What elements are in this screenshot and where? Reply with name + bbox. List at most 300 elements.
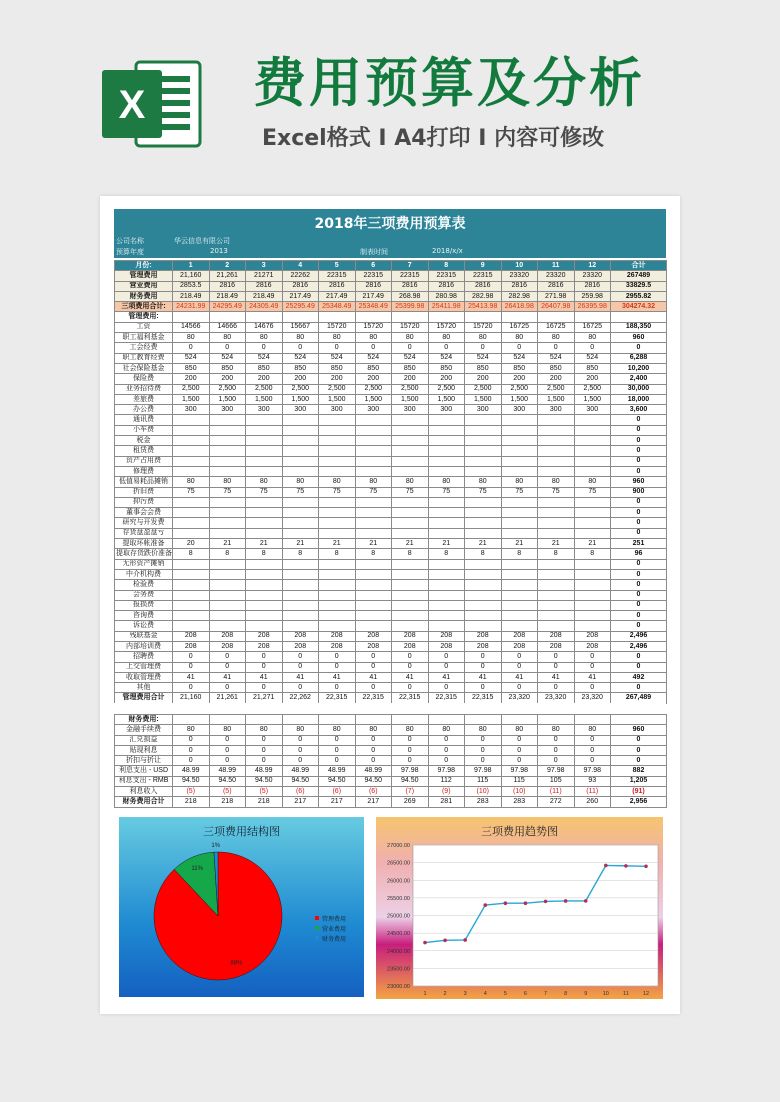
month-cell: 0: [173, 343, 210, 353]
month-cell: [538, 590, 575, 600]
empty-cell: [574, 312, 611, 322]
empty-cell: [319, 312, 356, 322]
table-row: [115, 497, 667, 507]
month-cell: 0: [319, 343, 356, 353]
month-cell: [319, 456, 356, 466]
month-cell: [465, 590, 502, 600]
month-cell: [246, 425, 283, 435]
month-cell: [574, 559, 611, 569]
month-cell: [246, 621, 283, 631]
month-cell: 15720: [355, 322, 392, 332]
row-label-cell: 会务费: [115, 590, 173, 600]
row-label-cell: 研究与开发费: [115, 518, 173, 528]
month-cell: 80: [282, 477, 319, 487]
empty-cell: [355, 715, 392, 725]
month-cell: 300: [538, 405, 575, 415]
company-label: 公司名称: [116, 237, 144, 245]
month-cell: 48.99: [209, 766, 246, 776]
month-cell: 94.50: [282, 776, 319, 786]
month-cell: [428, 446, 465, 456]
month-cell: 0: [355, 343, 392, 353]
line-chart: [376, 817, 663, 999]
month-cell: 80: [319, 477, 356, 487]
month-cell: 0: [392, 683, 429, 693]
month-cell: [282, 415, 319, 425]
month-cell: 22262: [282, 271, 319, 281]
month-cell: 41: [465, 672, 502, 682]
month-cell: 75: [501, 487, 538, 497]
month-cell: 200: [538, 374, 575, 384]
table-row: [115, 611, 667, 621]
month-cell: [282, 590, 319, 600]
total-cell: 18,000: [611, 394, 667, 404]
month-cell: 0: [246, 662, 283, 672]
month-cell: [173, 569, 210, 579]
date-label: 制表时间: [360, 248, 388, 256]
month-cell: 0: [428, 343, 465, 353]
x-tick-label: 6: [523, 991, 527, 997]
row-label-cell: 小车费: [115, 425, 173, 435]
month-cell: 0: [319, 745, 356, 755]
trend-point: [463, 938, 467, 942]
month-cell: 48.99: [173, 766, 210, 776]
logo-letter: X: [118, 83, 146, 127]
month-cell: 208: [319, 641, 356, 651]
month-cell: 0: [282, 756, 319, 766]
month-cell: 300: [392, 405, 429, 415]
x-tick-label: 7: [544, 991, 548, 997]
month-cell: 41: [282, 672, 319, 682]
month-cell: [574, 508, 611, 518]
month-cell: 200: [392, 374, 429, 384]
month-cell: 15720: [319, 322, 356, 332]
month-cell: [282, 528, 319, 538]
month-cell: [355, 446, 392, 456]
month-cell: 12: [574, 261, 611, 271]
month-cell: 0: [282, 745, 319, 755]
month-cell: [282, 466, 319, 476]
month-cell: 97.98: [392, 766, 429, 776]
table-row: [115, 600, 667, 610]
month-cell: [501, 580, 538, 590]
month-cell: 0: [501, 745, 538, 755]
month-cell: 217.49: [282, 291, 319, 301]
month-cell: 97.98: [538, 766, 575, 776]
month-cell: 80: [282, 725, 319, 735]
x-tick-label: 12: [642, 991, 650, 997]
row-label-cell: 提取坏帐准备: [115, 539, 173, 549]
month-cell: 80: [319, 333, 356, 343]
month-cell: 41: [574, 672, 611, 682]
month-cell: 208: [538, 631, 575, 641]
month-cell: [392, 611, 429, 621]
month-cell: [173, 600, 210, 610]
table-row: [115, 446, 667, 456]
month-cell: 23320: [538, 271, 575, 281]
month-cell: 80: [355, 725, 392, 735]
month-cell: 11: [538, 261, 575, 271]
month-cell: 271.98: [538, 291, 575, 301]
month-cell: 300: [209, 405, 246, 415]
total-cell: 960: [611, 477, 667, 487]
month-cell: [246, 518, 283, 528]
total-cell: 30,000: [611, 384, 667, 394]
month-cell: 80: [465, 725, 502, 735]
total-cell: 2955.82: [611, 291, 667, 301]
company-name: 华云信息有限公司: [174, 237, 230, 245]
total-cell: 267,489: [611, 693, 667, 703]
month-cell: [538, 415, 575, 425]
month-cell: 1,500: [282, 394, 319, 404]
table-row: [115, 322, 667, 332]
month-cell: 8: [282, 549, 319, 559]
month-cell: 200: [574, 374, 611, 384]
table-row: [115, 384, 667, 394]
month-cell: 9: [465, 261, 502, 271]
month-cell: 0: [501, 683, 538, 693]
legend-swatch: [315, 936, 319, 940]
excel-logo-icon: [100, 54, 204, 154]
month-cell: [355, 600, 392, 610]
total-cell: 188,350: [611, 322, 667, 332]
month-cell: [501, 621, 538, 631]
month-cell: 0: [428, 683, 465, 693]
section-label: 财务费用:: [115, 715, 173, 725]
month-cell: 80: [538, 725, 575, 735]
month-cell: [282, 497, 319, 507]
total-cell: 900: [611, 487, 667, 497]
month-cell: 282.98: [501, 291, 538, 301]
empty-cell: [574, 715, 611, 725]
month-cell: 0: [355, 756, 392, 766]
month-cell: 8: [465, 549, 502, 559]
table-row: [115, 477, 667, 487]
month-cell: 41: [392, 672, 429, 682]
month-cell: 200: [246, 374, 283, 384]
row-label-cell: 低值易耗品摊销: [115, 477, 173, 487]
total-cell: 0: [611, 436, 667, 446]
month-cell: 0: [209, 683, 246, 693]
month-cell: 80: [428, 725, 465, 735]
month-cell: 115: [465, 776, 502, 786]
month-cell: 850: [246, 363, 283, 373]
month-cell: 112: [428, 776, 465, 786]
month-cell: 0: [246, 735, 283, 745]
empty-cell: [611, 715, 667, 725]
month-cell: 93: [574, 776, 611, 786]
month-cell: 850: [465, 363, 502, 373]
month-cell: 2,500: [428, 384, 465, 394]
month-cell: 208: [465, 641, 502, 651]
total-cell: 2,496: [611, 641, 667, 651]
month-cell: 41: [209, 672, 246, 682]
month-cell: 25348.49: [319, 302, 356, 312]
trend-chart-title: 三项费用趋势图: [481, 825, 558, 838]
month-cell: 75: [465, 487, 502, 497]
month-cell: (5): [173, 787, 210, 797]
row-label-cell: 贴现利息: [115, 745, 173, 755]
month-cell: [392, 436, 429, 446]
x-tick-label: 10: [602, 991, 609, 997]
month-cell: 0: [355, 683, 392, 693]
month-cell: 1,500: [173, 394, 210, 404]
table-row: [115, 693, 667, 703]
month-cell: 5: [319, 261, 356, 271]
month-cell: [465, 425, 502, 435]
month-cell: 115: [501, 776, 538, 786]
month-cell: [173, 497, 210, 507]
month-cell: 0: [355, 652, 392, 662]
total-cell: 251: [611, 539, 667, 549]
month-cell: 23320: [501, 271, 538, 281]
table-row: [115, 745, 667, 755]
month-cell: 0: [246, 652, 283, 662]
empty-cell: [428, 715, 465, 725]
month-cell: [173, 590, 210, 600]
empty-cell: [209, 312, 246, 322]
month-cell: 0: [428, 756, 465, 766]
month-cell: [246, 436, 283, 446]
month-cell: 80: [246, 477, 283, 487]
month-cell: 94.50: [246, 776, 283, 786]
month-cell: [209, 415, 246, 425]
month-cell: 0: [282, 662, 319, 672]
month-cell: 75: [173, 487, 210, 497]
month-cell: 208: [209, 641, 246, 651]
empty-cell: [319, 715, 356, 725]
empty-cell: [428, 312, 465, 322]
legend-label: 营业费用: [322, 927, 347, 933]
month-cell: [428, 508, 465, 518]
month-cell: 0: [319, 735, 356, 745]
month-cell: 208: [538, 641, 575, 651]
month-cell: 21: [574, 539, 611, 549]
month-cell: (5): [246, 787, 283, 797]
month-cell: 25411.98: [428, 302, 465, 312]
month-cell: 524: [428, 353, 465, 363]
month-cell: 2,500: [319, 384, 356, 394]
table-row: [115, 528, 667, 538]
month-cell: [209, 425, 246, 435]
row-label-cell: 保险费: [115, 374, 173, 384]
month-cell: [173, 508, 210, 518]
row-label-cell: 收取管理费: [115, 672, 173, 682]
month-cell: 0: [465, 652, 502, 662]
month-cell: 0: [465, 756, 502, 766]
month-cell: [173, 580, 210, 590]
month-cell: 1,500: [501, 394, 538, 404]
row-label-cell: 无形资产摊销: [115, 559, 173, 569]
month-cell: 208: [282, 641, 319, 651]
month-cell: (7): [392, 787, 429, 797]
month-cell: 218.49: [209, 291, 246, 301]
month-cell: [501, 415, 538, 425]
month-cell: 80: [501, 477, 538, 487]
section-row: [115, 312, 667, 322]
month-cell: 0: [209, 735, 246, 745]
month-cell: 218.49: [173, 291, 210, 301]
month-cell: 75: [392, 487, 429, 497]
month-cell: 22,315: [355, 693, 392, 703]
table-row: [115, 518, 667, 528]
empty-cell: [392, 312, 429, 322]
month-cell: 23320: [574, 271, 611, 281]
row-label-cell: 招聘费: [115, 652, 173, 662]
month-cell: [538, 611, 575, 621]
month-cell: [428, 518, 465, 528]
month-cell: (6): [355, 787, 392, 797]
month-cell: [501, 466, 538, 476]
month-cell: 21: [465, 539, 502, 549]
month-cell: 0: [282, 735, 319, 745]
month-cell: [538, 466, 575, 476]
month-cell: [538, 497, 575, 507]
empty-cell: [538, 312, 575, 322]
table-gap: [114, 703, 666, 714]
row-label-cell: 资产占用费: [115, 456, 173, 466]
month-cell: 41: [173, 672, 210, 682]
month-cell: [173, 621, 210, 631]
table-row: [115, 797, 667, 807]
month-cell: [209, 569, 246, 579]
month-cell: 8: [209, 549, 246, 559]
total-cell: 0: [611, 756, 667, 766]
month-cell: [465, 415, 502, 425]
month-cell: 524: [209, 353, 246, 363]
month-cell: 300: [319, 405, 356, 415]
table-row: [115, 776, 667, 786]
month-cell: 22,315: [392, 693, 429, 703]
month-cell: [319, 436, 356, 446]
month-cell: 217.49: [355, 291, 392, 301]
month-cell: [246, 528, 283, 538]
month-cell: 850: [574, 363, 611, 373]
month-cell: [574, 590, 611, 600]
month-cell: 208: [209, 631, 246, 641]
month-cell: 8: [355, 549, 392, 559]
month-cell: [282, 611, 319, 621]
trend-point: [443, 939, 447, 943]
month-cell: 48.99: [319, 766, 356, 776]
empty-cell: [246, 715, 283, 725]
month-cell: 80: [246, 725, 283, 735]
month-cell: 21,160: [173, 693, 210, 703]
month-cell: [209, 600, 246, 610]
month-cell: 21: [282, 539, 319, 549]
total-cell: (91): [611, 787, 667, 797]
trend-chart-panel: [376, 817, 663, 999]
month-cell: [355, 497, 392, 507]
month-cell: [355, 559, 392, 569]
table-row: [115, 261, 667, 271]
month-cell: (10): [501, 787, 538, 797]
month-cell: 2816: [428, 281, 465, 291]
month-cell: 26407.98: [538, 302, 575, 312]
month-cell: [282, 446, 319, 456]
month-cell: 0: [538, 683, 575, 693]
month-cell: [282, 436, 319, 446]
month-cell: [355, 518, 392, 528]
row-label-cell: 财务费用合计: [115, 797, 173, 807]
month-cell: [574, 497, 611, 507]
row-label-cell: 职工福利基金: [115, 333, 173, 343]
month-cell: 0: [538, 662, 575, 672]
month-cell: 218: [173, 797, 210, 807]
empty-cell: [501, 312, 538, 322]
month-cell: 94.50: [173, 776, 210, 786]
month-cell: 218: [209, 797, 246, 807]
month-cell: [428, 580, 465, 590]
month-cell: 23,320: [574, 693, 611, 703]
month-cell: [209, 508, 246, 518]
month-cell: 2,500: [501, 384, 538, 394]
month-cell: [355, 611, 392, 621]
table-row: [115, 466, 667, 476]
table-row: [115, 735, 667, 745]
month-cell: [574, 456, 611, 466]
month-cell: 97.98: [574, 766, 611, 776]
month-cell: [319, 497, 356, 507]
month-cell: [173, 446, 210, 456]
total-cell: 0: [611, 652, 667, 662]
month-cell: [501, 569, 538, 579]
month-cell: 6: [355, 261, 392, 271]
month-cell: 14676: [246, 322, 283, 332]
table-row: [115, 302, 667, 312]
month-cell: 208: [173, 641, 210, 651]
month-cell: 259.98: [574, 291, 611, 301]
month-cell: 2: [209, 261, 246, 271]
table-row: [115, 271, 667, 281]
month-cell: 850: [173, 363, 210, 373]
row-label-cell: 中介机构费: [115, 569, 173, 579]
month-cell: 23,320: [501, 693, 538, 703]
month-cell: [574, 600, 611, 610]
total-cell: 882: [611, 766, 667, 776]
month-cell: 283: [465, 797, 502, 807]
table-row: [115, 508, 667, 518]
month-cell: 0: [209, 343, 246, 353]
month-cell: 850: [538, 363, 575, 373]
month-cell: [355, 466, 392, 476]
month-cell: 2,500: [574, 384, 611, 394]
empty-cell: [465, 715, 502, 725]
total-cell: 2,956: [611, 797, 667, 807]
month-cell: 281: [428, 797, 465, 807]
month-cell: 0: [538, 735, 575, 745]
legend-swatch: [315, 916, 319, 920]
month-cell: 1,500: [428, 394, 465, 404]
month-cell: 0: [574, 343, 611, 353]
empty-cell: [282, 312, 319, 322]
month-cell: 1,500: [246, 394, 283, 404]
month-cell: 80: [173, 725, 210, 735]
month-cell: 75: [246, 487, 283, 497]
month-cell: 21: [501, 539, 538, 549]
month-cell: 208: [428, 641, 465, 651]
month-cell: 200: [355, 374, 392, 384]
row-label-cell: 租赁费: [115, 446, 173, 456]
empty-cell: [611, 312, 667, 322]
table-row: [115, 590, 667, 600]
total-cell: 492: [611, 672, 667, 682]
month-cell: 208: [465, 631, 502, 641]
month-cell: 80: [246, 333, 283, 343]
month-cell: 0: [282, 652, 319, 662]
month-cell: 2816: [392, 281, 429, 291]
total-cell: 0: [611, 590, 667, 600]
month-cell: [392, 446, 429, 456]
